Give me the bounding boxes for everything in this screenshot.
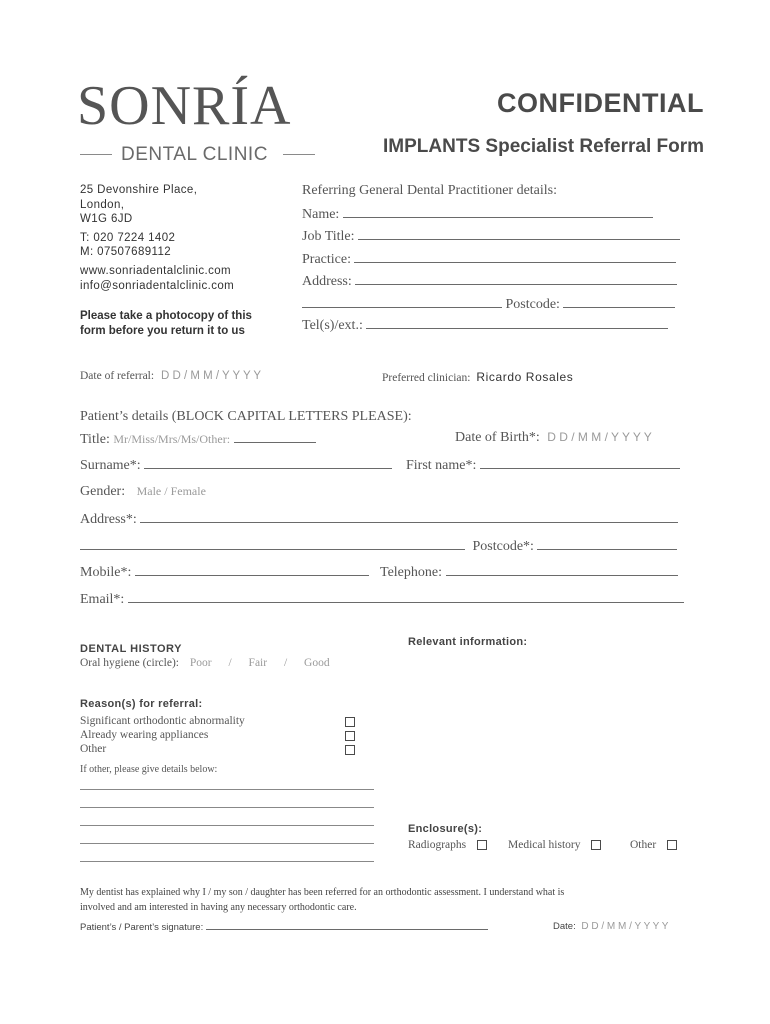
- patient-details-heading: Patient’s details (BLOCK CAPITAL LETTERS PLEASE):: [80, 409, 412, 424]
- gdp-address-field[interactable]: [302, 272, 677, 290]
- signature-label: Patient’s / Parent’s signature:: [80, 922, 204, 933]
- gdp-name-field[interactable]: [302, 205, 653, 223]
- form-title: IMPLANTS Specialist Referral Form: [383, 136, 704, 157]
- clinic-phone: T: 020 7224 1402: [80, 232, 176, 244]
- patient-address-label: Address*:: [80, 512, 137, 527]
- reason-checkbox-3[interactable]: [345, 745, 355, 755]
- gdp-postcode-label: Postcode:: [505, 297, 560, 312]
- patient-dob-label: Date of Birth*:: [455, 430, 540, 445]
- consent-text-2: involved and am interested in having any necessary orthodontic care.: [80, 902, 357, 913]
- patient-email-field[interactable]: [80, 590, 684, 608]
- gdp-address-line-2[interactable]: [302, 295, 502, 308]
- signature-field[interactable]: [80, 921, 488, 933]
- patient-dob-field[interactable]: [455, 430, 652, 446]
- gdp-practice-label: Practice:: [302, 252, 351, 267]
- patient-mobile-field[interactable]: [80, 563, 369, 581]
- patient-telephone-field[interactable]: [380, 563, 678, 581]
- patient-postcode-label: Postcode*:: [472, 539, 534, 554]
- other-details-note: If other, please give details below:: [80, 764, 218, 775]
- patient-gender-options: Male / Female: [136, 484, 206, 498]
- referral-date-format: D D / M M / Y Y Y Y: [160, 370, 262, 382]
- patient-mobile-label: Mobile*:: [80, 565, 132, 580]
- referral-date-label: Date of referral:: [80, 370, 155, 382]
- patient-telephone-line[interactable]: [446, 563, 678, 576]
- patient-surname-line[interactable]: [144, 456, 392, 469]
- clinic-postcode: W1G 6JD: [80, 213, 133, 225]
- patient-surname-label: Surname*:: [80, 458, 141, 473]
- clinic-address-1: 25 Devonshire Place,: [80, 184, 198, 196]
- other-details-line-3[interactable]: [80, 825, 374, 826]
- gdp-address-label: Address:: [302, 274, 352, 289]
- enclosure-radiographs-checkbox[interactable]: [477, 840, 487, 850]
- hygiene-fair-option[interactable]: Fair: [248, 657, 268, 669]
- clinic-website: www.sonriadentalclinic.com: [80, 265, 232, 277]
- gdp-heading: Referring General Dental Practitioner details:: [302, 183, 558, 198]
- photocopy-note-2: form before you return it to us: [80, 325, 245, 337]
- patient-postcode-line[interactable]: [537, 537, 677, 550]
- enclosure-radiographs-label: Radiographs: [408, 839, 467, 851]
- patient-first-name-label: First name*:: [406, 458, 477, 473]
- patient-title-label: Title:: [80, 432, 110, 447]
- clinic-logo: SONRÍA: [77, 75, 292, 137]
- patient-title-options: Mr/Miss/Mrs/Ms/Other:: [113, 432, 231, 446]
- clinic-address-2: London,: [80, 199, 125, 211]
- patient-email-label: Email*:: [80, 592, 125, 607]
- enclosure-medical-history-label: Medical history: [508, 839, 581, 851]
- patient-postcode-field[interactable]: [80, 537, 677, 555]
- patient-address-line-2[interactable]: [80, 537, 465, 550]
- reason-item-3: Other: [80, 743, 107, 755]
- patient-address-line[interactable]: [140, 510, 678, 523]
- hygiene-separator-1: /: [228, 657, 232, 669]
- patient-telephone-label: Telephone:: [380, 565, 442, 580]
- signature-line[interactable]: [206, 921, 488, 930]
- hygiene-good-option[interactable]: Good: [304, 657, 330, 669]
- enclosure-other[interactable]: [630, 839, 677, 851]
- reason-item-1: Significant orthodontic abnormality: [80, 715, 245, 727]
- patient-address-field[interactable]: [80, 510, 678, 528]
- gdp-address-line[interactable]: [355, 272, 677, 285]
- signature-date-format: D D / M M / Y Y Y Y: [581, 921, 669, 932]
- referral-reasons-heading: Reason(s) for referral:: [80, 698, 203, 710]
- gdp-practice-line[interactable]: [354, 250, 676, 263]
- signature-date-label: Date:: [553, 921, 576, 932]
- logo-subtitle: DENTAL CLINIC: [121, 144, 268, 165]
- reason-item-2: Already wearing appliances: [80, 729, 209, 741]
- logo-rule-right: [283, 154, 315, 155]
- other-details-line-5[interactable]: [80, 861, 374, 862]
- patient-surname-field[interactable]: [80, 456, 392, 474]
- consent-text-1: My dentist has explained why I / my son / daughter has been referred for an orthodontic assessment. I understand what is: [80, 887, 565, 898]
- gdp-name-line[interactable]: [343, 205, 653, 218]
- other-details-line-2[interactable]: [80, 807, 374, 808]
- gdp-tel-field[interactable]: [302, 316, 668, 334]
- enclosures-heading: Enclosure(s):: [408, 823, 483, 835]
- patient-first-name-field[interactable]: [406, 456, 680, 474]
- other-details-line-4[interactable]: [80, 843, 374, 844]
- dental-history-heading: DENTAL HISTORY: [80, 643, 182, 655]
- patient-first-name-line[interactable]: [480, 456, 680, 469]
- clinic-email: info@sonriadentalclinic.com: [80, 280, 235, 292]
- gdp-name-label: Name:: [302, 207, 340, 222]
- enclosure-other-label: Other: [630, 839, 657, 851]
- gdp-practice-field[interactable]: [302, 250, 676, 268]
- enclosure-medical-history-checkbox[interactable]: [591, 840, 601, 850]
- patient-gender-field[interactable]: [80, 484, 206, 500]
- gdp-postcode-line[interactable]: [563, 295, 675, 308]
- clinic-mobile: M: 07507689112: [80, 246, 172, 258]
- relevant-info-heading: Relevant information:: [408, 636, 528, 648]
- hygiene-separator-2: /: [283, 657, 288, 669]
- photocopy-note-1: Please take a photocopy of this: [80, 310, 252, 322]
- signature-date-field[interactable]: [553, 921, 668, 932]
- gdp-postcode-field[interactable]: [302, 295, 675, 313]
- patient-gender-label: Gender:: [80, 484, 126, 499]
- preferred-clinician-field: [382, 370, 573, 384]
- gdp-job-title-field[interactable]: [302, 227, 680, 245]
- patient-title-line[interactable]: [234, 430, 316, 443]
- gdp-tel-label: Tel(s)/ext.:: [302, 318, 363, 333]
- reason-checkbox-1[interactable]: [345, 717, 355, 727]
- gdp-tel-line[interactable]: [366, 316, 668, 329]
- preferred-clinician-value: Ricardo Rosales: [476, 370, 574, 384]
- preferred-clinician-label: Preferred clinician:: [382, 372, 471, 384]
- other-details-line-1[interactable]: [80, 789, 374, 790]
- enclosure-other-checkbox[interactable]: [667, 840, 677, 850]
- patient-title-field[interactable]: [80, 430, 316, 448]
- confidential-heading: CONFIDENTIAL: [497, 88, 704, 118]
- reason-checkbox-2[interactable]: [345, 731, 355, 741]
- gdp-job-title-line[interactable]: [358, 227, 680, 240]
- enclosure-medical-history[interactable]: [508, 839, 601, 851]
- hygiene-poor-option[interactable]: Poor: [189, 657, 212, 669]
- patient-dob-format: D D / M M / Y Y Y Y: [547, 430, 652, 444]
- referral-date-field[interactable]: [80, 370, 261, 382]
- gdp-job-title-label: Job Title:: [302, 229, 355, 244]
- oral-hygiene-label: Oral hygiene (circle):: [80, 657, 179, 669]
- enclosure-radiographs[interactable]: [408, 839, 487, 851]
- logo-rule-left: [80, 154, 112, 155]
- oral-hygiene-field[interactable]: [80, 657, 330, 669]
- patient-email-line[interactable]: [128, 590, 684, 603]
- patient-mobile-line[interactable]: [135, 563, 369, 576]
